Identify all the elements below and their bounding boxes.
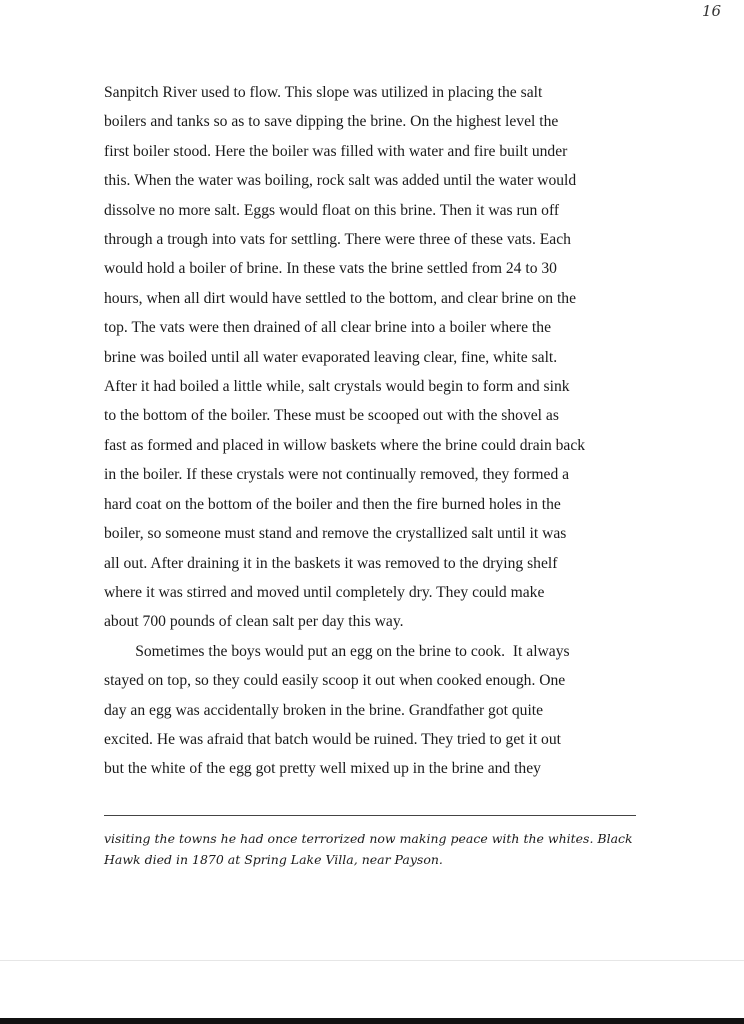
body-line: day an egg was accidentally broken in the brine. Grandfather got quite (104, 701, 544, 719)
footnote-line: visiting the towns he had once terrorized now making peace with the whites. Black (104, 831, 633, 846)
body-line: hours, when all dirt would have settled to the bottom, and clear brine on the (104, 289, 577, 307)
body-text (104, 78, 644, 784)
body-line: to the bottom of the boiler. These must be scooped out with the shovel as (104, 407, 559, 425)
footnote-divider (104, 815, 636, 816)
body-line: After it had boiled a little while, salt crystals would begin to form and sink (104, 378, 570, 396)
body-line: dissolve no more salt. Eggs would float on this brine. Then it was run off (104, 201, 560, 219)
body-line: this. When the water was boiling, rock salt was added until the water would (104, 172, 577, 190)
body-line: stayed on top, so they could easily scoop it out when cooked enough. One (104, 672, 566, 690)
body-line: Sanpitch River used to flow. This slope was utilized in placing the salt (104, 84, 543, 101)
body-line: but the white of the egg got pretty well mixed up in the brine and they (104, 760, 541, 778)
body-line: through a trough into vats for settling. There were three of these vats. Each (104, 231, 571, 249)
scan-border (0, 1018, 744, 1024)
body-line: about 700 pounds of clean salt per day this way. (104, 613, 404, 631)
body-line: excited. He was afraid that batch would be ruined. They tried to get it out (104, 730, 561, 748)
body-line: all out. After draining it in the baskets it was removed to the drying shelf (104, 554, 558, 572)
body-line: fast as formed and placed in willow baskets where the brine could drain back (104, 436, 586, 454)
scan-edge (0, 960, 744, 961)
footnote (104, 828, 664, 870)
footnote-line: Hawk died in 1870 at Spring Lake Villa, near Payson. (104, 852, 443, 867)
body-line: Sometimes the boys would put an egg on the brine to cook. It always (104, 642, 570, 660)
body-line: first boiler stood. Here the boiler was filled with water and fire built under (104, 142, 568, 160)
body-line: where it was stirred and moved until completely dry. They could make (104, 583, 545, 601)
body-line: boilers and tanks so as to save dipping the brine. On the highest level the (104, 113, 559, 131)
body-line: in the boiler. If these crystals were not continually removed, they formed a (104, 466, 570, 484)
page-number: 16 (702, 2, 722, 20)
body-line: brine was boiled until all water evaporated leaving clear, fine, white salt. (104, 348, 558, 366)
body-line: boiler, so someone must stand and remove the crystallized salt until it was (104, 525, 567, 543)
body-line: would hold a boiler of brine. In these vats the brine settled from 24 to 30 (104, 260, 557, 278)
body-line: top. The vats were then drained of all clear brine into a boiler where the (104, 319, 551, 337)
body-line: hard coat on the bottom of the boiler and then the fire burned holes in the (104, 495, 561, 513)
